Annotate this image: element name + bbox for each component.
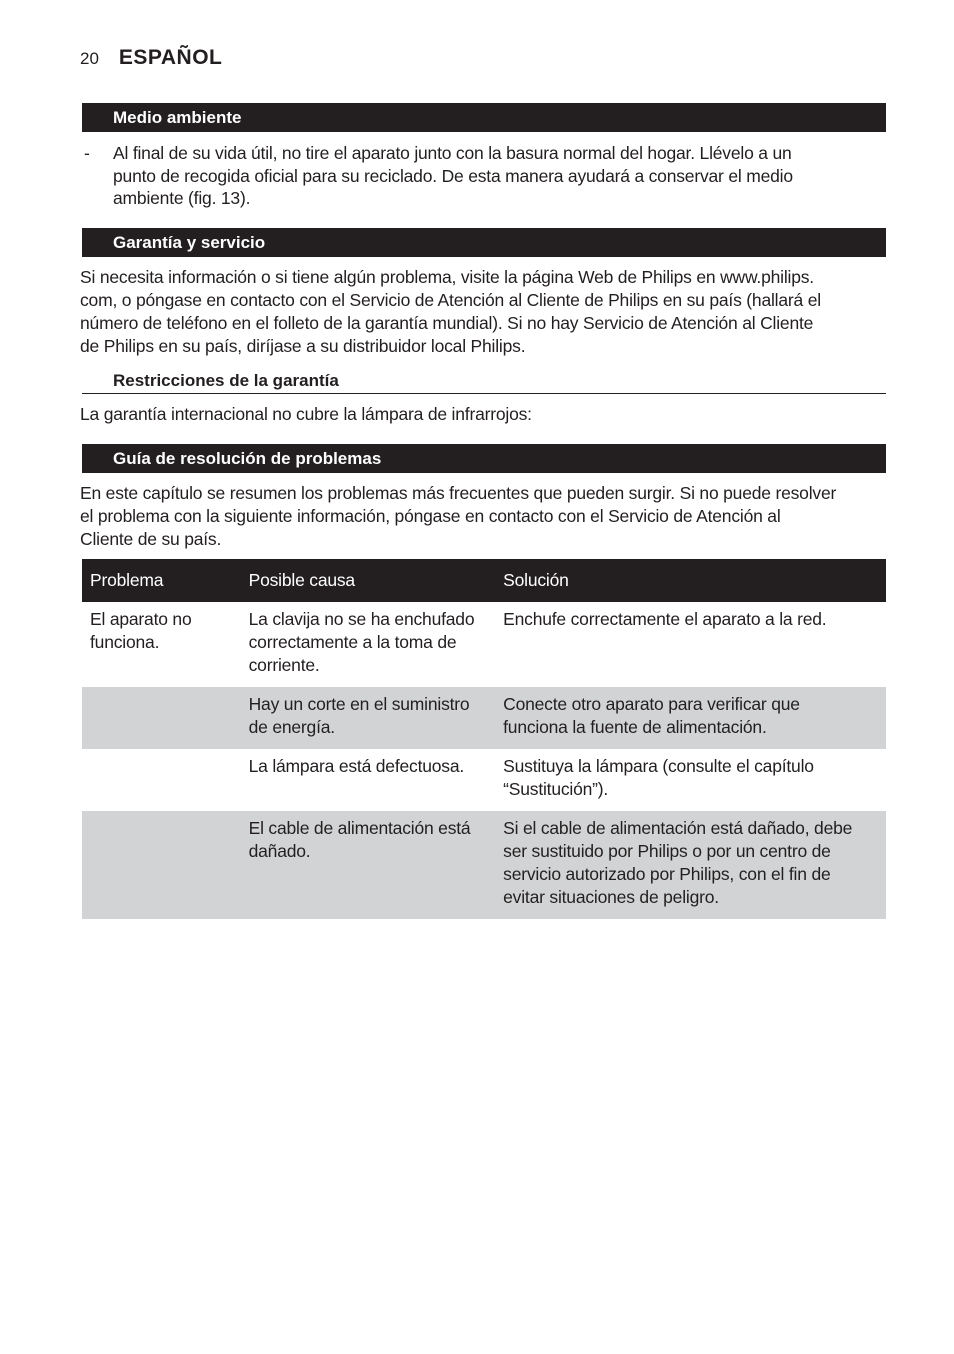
cell-line: El cable de alimentación está xyxy=(248,818,471,838)
page-header xyxy=(80,46,222,76)
cell-line: dañado. xyxy=(248,841,311,861)
column-header-cause: Posible causa xyxy=(241,559,496,602)
cell-line: evitar situaciones de peligro. xyxy=(503,887,719,907)
cell-problem xyxy=(82,749,241,811)
text-line: ambiente (fig. 13). xyxy=(113,188,251,208)
cell-problem xyxy=(82,811,241,919)
column-header-solution: Solución xyxy=(495,559,886,602)
restrictions-paragraph: La garantía internacional no cubre la lámpara de infrarrojos: xyxy=(80,404,532,424)
text-line: el problema con la siguiente información, póngase en contacto con el Servicio de Atención al xyxy=(80,506,781,526)
table-header-row xyxy=(82,559,886,602)
cell-solution xyxy=(495,687,886,749)
section-heading-warranty: Garantía y servicio xyxy=(82,228,886,257)
cell-cause xyxy=(241,687,496,749)
cell-line: Hay un corte en el suministro xyxy=(248,694,470,714)
text-line: de Philips en su país, diríjase a su distribuidor local Philips. xyxy=(80,336,526,356)
cell-line: “Sustitución”). xyxy=(503,779,609,799)
bullet-dash: - xyxy=(84,143,90,163)
column-header-problem: Problema xyxy=(82,559,241,602)
text-line: número de teléfono en el folleto de la garantía mundial). Si no hay Servicio de Atención al Cliente xyxy=(80,313,814,333)
page-language-title: ESPAÑOL xyxy=(118,46,223,69)
section-heading-environment: Medio ambiente xyxy=(82,103,886,132)
text-line: Cliente de su país. xyxy=(80,529,222,549)
table-row xyxy=(82,602,886,687)
environment-text xyxy=(113,142,853,210)
table-row xyxy=(82,811,886,919)
cell-line: Sustituya la lámpara (consulte el capítulo xyxy=(503,756,814,776)
cell-solution xyxy=(495,811,886,919)
cell-problem xyxy=(82,687,241,749)
cell-cause xyxy=(241,602,496,687)
cell-line: El aparato no xyxy=(90,609,192,629)
cell-line: correctamente a la toma de xyxy=(248,632,457,652)
cell-line: Enchufe correctamente el aparato a la red. xyxy=(503,609,827,629)
section-heading-troubleshooting: Guía de resolución de problemas xyxy=(82,444,886,473)
cell-line: La clavija no se ha enchufado xyxy=(248,609,475,629)
text-line: Si necesita información o si tiene algún problema, visite la página Web de Philips en www.philips. xyxy=(80,267,814,287)
text-line: Al final de su vida útil, no tire el aparato junto con la basura normal del hogar. Llévelo a un xyxy=(113,143,792,163)
cell-solution xyxy=(495,749,886,811)
table-row xyxy=(82,687,886,749)
cell-line: servicio autorizado por Philips, con el fin de xyxy=(503,864,831,884)
text-line: com, o póngase en contacto con el Servicio de Atención al Cliente de Philips en su país (hallará el xyxy=(80,290,821,310)
subheading-warranty-restrictions: Restricciones de la garantía xyxy=(82,370,886,394)
cell-line: funciona la fuente de alimentación. xyxy=(503,717,767,737)
warranty-paragraph xyxy=(80,266,886,358)
text-line: En este capítulo se resumen los problemas más frecuentes que pueden surgir. Si no puede resolver xyxy=(80,483,837,503)
cell-line: Si el cable de alimentación está dañado, debe xyxy=(503,818,853,838)
cell-cause xyxy=(241,811,496,919)
table-row xyxy=(82,749,886,811)
text-line: punto de recogida oficial para su reciclado. De esta manera ayudará a conservar el medio xyxy=(113,165,793,186)
cell-line: ser sustituido por Philips o por un centro de xyxy=(503,841,831,861)
cell-line: La lámpara está defectuosa. xyxy=(248,756,465,776)
troubleshooting-table xyxy=(82,559,886,919)
troubleshooting-intro xyxy=(80,482,886,551)
page-number: 20 xyxy=(80,49,99,68)
cell-line: Conecte otro aparato para verificar que xyxy=(503,694,800,714)
cell-line: funciona. xyxy=(90,632,160,652)
cell-solution xyxy=(495,602,886,687)
cell-line: de energía. xyxy=(248,717,335,737)
cell-cause xyxy=(241,749,496,811)
cell-line: corriente. xyxy=(248,655,320,675)
cell-problem xyxy=(82,602,241,687)
